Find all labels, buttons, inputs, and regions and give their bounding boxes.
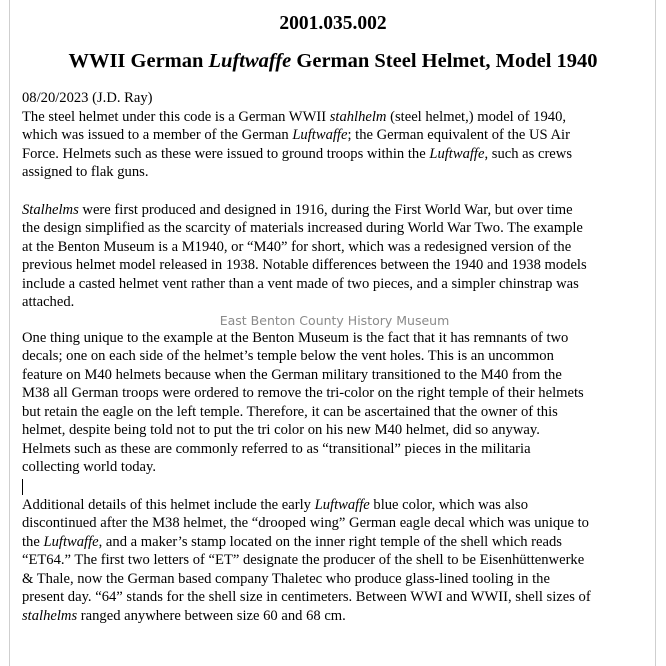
paragraph-3 xyxy=(22,329,652,477)
text-line: helmet, despite being told not to put the tri color on his new M40 helmet, did so anyway. xyxy=(22,422,540,438)
text-line: feature on M40 helmets because when the German military transitioned to the M40 from the xyxy=(22,366,562,383)
text-line: attached. xyxy=(22,294,75,310)
text-line: collecting world today. xyxy=(22,459,157,475)
title-text-post: German Steel Helmet, Model 1940 xyxy=(291,50,598,72)
text-span: were first produced and designed in 1916, during the First World War, but over time xyxy=(78,201,573,218)
text-span: , such as crews xyxy=(484,145,573,162)
title-text-italic: Luftwaffe xyxy=(208,50,292,72)
text-line: include a casted helmet vent rather than a vent made of two pieces, and a simpler chinstrap was xyxy=(22,275,579,292)
text-line: at the Benton Museum is a M1940, or “M40” for short, which was a redesigned version of the xyxy=(22,238,572,255)
document-title xyxy=(0,49,666,73)
text-line: “ET64.” The first two letters of “ET” designate the producer of the shell to be Eisenhüttenwerke xyxy=(22,552,585,568)
text-caret xyxy=(22,479,23,495)
text-line xyxy=(22,108,652,127)
text-line xyxy=(22,145,652,164)
text-line xyxy=(22,201,652,220)
paragraph-1 xyxy=(22,108,652,182)
text-span: the xyxy=(22,533,44,550)
title-text-pre: WWII German xyxy=(68,50,209,72)
text-line: M38 all German troops were ordered to remove the tri-color on the right temple of their helmets xyxy=(22,385,584,401)
text-span: , and a maker’s stamp located on the inner right temple of the shell which reads xyxy=(98,533,562,550)
text-span: blue color, which was also xyxy=(369,496,529,513)
text-line xyxy=(22,496,652,515)
text-line: previous helmet model released in 1938. Notable differences between the 1940 and 1938 models xyxy=(22,257,587,273)
date-author: 08/20/2023 (J.D. Ray) xyxy=(22,90,153,106)
text-line: One thing unique to the example at the Benton Museum is the fact that it has remnants of two xyxy=(22,329,569,346)
italic-term: stalhelms xyxy=(22,607,78,624)
text-line xyxy=(22,533,652,552)
text-line: discontinued after the M38 helmet, the “drooped wing” German eagle decal which was unique to xyxy=(22,515,589,531)
text-cursor[interactable] xyxy=(22,477,652,496)
text-line: Helmets such as these are commonly referred to as “transitional” pieces in the militaria xyxy=(22,440,531,457)
italic-term: Luftwaffe xyxy=(292,127,348,143)
italic-term: Luftwaffe xyxy=(43,533,99,550)
italic-term: Luftwaffe xyxy=(314,496,370,513)
paragraph-4 xyxy=(22,496,652,626)
text-line xyxy=(22,607,652,626)
text-span: which was issued to a member of the German xyxy=(22,127,293,143)
text-line: the design simplified as the scarcity of materials increased during World War Two. The example xyxy=(22,220,583,236)
text-line: present day. “64” stands for the shell size in centimeters. Between WWI and WWII, shell sizes of xyxy=(22,589,591,605)
italic-term: stahlhelm xyxy=(329,108,387,125)
text-line: decals; one on each side of the helmet’s temple below the vent holes. This is an uncommon xyxy=(22,348,554,364)
italic-term: Luftwaffe xyxy=(429,145,485,162)
document-body xyxy=(22,89,652,625)
paragraph-2 xyxy=(22,201,652,312)
text-span: (steel helmet,) model of 1940, xyxy=(386,108,567,125)
text-line: but retain the eagle on the left temple. Therefore, it can be ascertained that the owner of this xyxy=(22,403,558,420)
text-line: & Thale, now the German based company Thaletec who produce glass-lined tooling in the xyxy=(22,570,550,587)
text-span: ranged anywhere between size 60 and 68 cm. xyxy=(77,607,346,624)
text-line xyxy=(22,126,652,145)
text-span: Additional details of this helmet include the early xyxy=(22,496,315,513)
text-span: Force. Helmets such as these were issued to ground troops within the xyxy=(22,145,430,162)
text-span: ; the German equivalent of the US Air xyxy=(347,127,570,143)
museum-watermark: East Benton County History Museum xyxy=(219,312,450,328)
text-line: assigned to flak guns. xyxy=(22,164,149,180)
italic-term: Stalhelms xyxy=(22,201,79,218)
text-span: The steel helmet under this code is a German WWII xyxy=(22,108,330,125)
catalog-code: 2001.035.002 xyxy=(279,13,387,34)
paragraph-spacer xyxy=(22,182,652,201)
